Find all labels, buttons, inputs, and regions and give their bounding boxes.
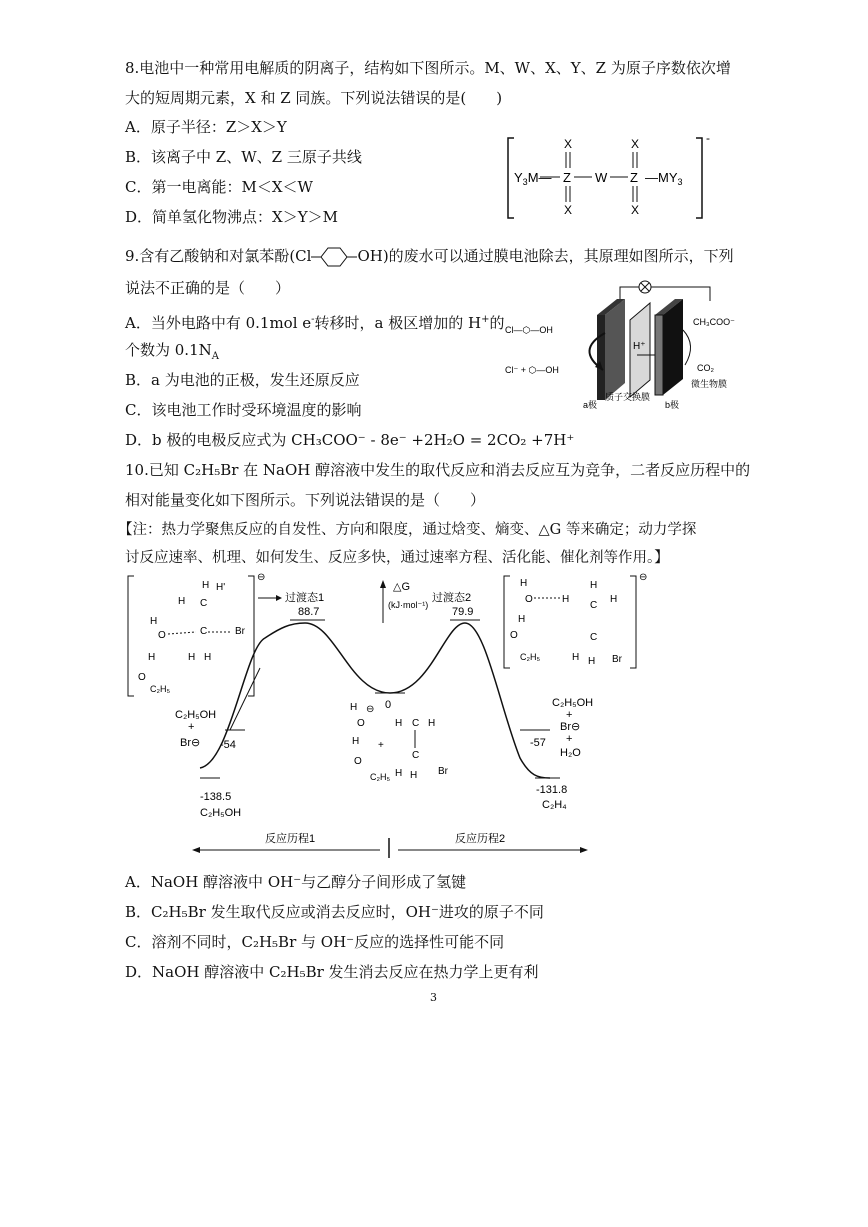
svg-text:⊖: ⊖ [639, 572, 648, 583]
svg-text:H': H' [216, 582, 226, 593]
svg-text:CH₃COO⁻: CH₃COO⁻ [693, 317, 735, 327]
svg-text:H: H [395, 768, 403, 779]
svg-text:O: O [158, 630, 166, 641]
q9-option-b: B．a 为电池的正极，发生还原反应 [125, 371, 360, 389]
svg-text:△G: △G [393, 581, 411, 593]
svg-text:C: C [412, 718, 420, 729]
svg-text:C₂H₅: C₂H₅ [520, 652, 541, 662]
svg-text:过渡态1: 过渡态1 [285, 592, 325, 604]
q8-anion-structure [500, 130, 725, 225]
svg-text:H: H [148, 652, 156, 663]
svg-text:H: H [410, 770, 418, 781]
q9-option-c: C．该电池工作时受环境温度的影响 [125, 401, 362, 419]
svg-text:O: O [138, 672, 146, 683]
svg-text:H: H [588, 656, 596, 667]
svg-text:CO₂: CO₂ [697, 363, 714, 373]
q9-membrane-cell-diagram [505, 275, 750, 415]
svg-text:C₂H₅OH: C₂H₅OH [175, 709, 217, 721]
q8-option-d: D．简单氢化物沸点：X＞Y＞M [125, 208, 338, 226]
q9-option-a-line1: A．当外电路中有 0.1mol e-转移时，a 极区增加的 H+的 [125, 314, 505, 332]
q8-option-b: B．该离子中 Z、W、Z 三原子共线 [125, 148, 362, 166]
svg-text:H: H [204, 652, 212, 663]
svg-text:79.9: 79.9 [452, 606, 474, 618]
svg-text:Br⊖: Br⊖ [560, 721, 581, 733]
svg-text:W: W [595, 170, 608, 185]
svg-text:Br: Br [235, 626, 245, 637]
svg-text:C: C [200, 598, 208, 609]
svg-text:H: H [518, 614, 526, 625]
svg-text:H: H [428, 718, 436, 729]
q10-note-line1: 【注：热力学聚焦反应的自发性、方向和限度，通过焓变、熵变、△G 等来确定；动力学探 [118, 522, 697, 538]
svg-text:H: H [562, 594, 570, 605]
q10-stem-line2: 相对能量变化如下图所示。下列说法错误的是（ ） [125, 491, 486, 509]
svg-text:C: C [590, 632, 598, 643]
page-number: 3 [430, 991, 437, 1004]
q10-stem-line1: 10.已知 C₂H₅Br 在 NaOH 醇溶液中发生的取代反应和消去反应互为竞争，二者反应历程中的 [125, 461, 751, 479]
svg-text:O: O [357, 718, 365, 729]
svg-text:H: H [150, 616, 158, 627]
svg-text:Br: Br [438, 766, 448, 777]
svg-text:+: + [566, 733, 573, 745]
svg-text:C: C [412, 750, 420, 761]
q10-energy-profile-diagram [120, 568, 665, 858]
svg-text:H: H [610, 594, 618, 605]
svg-text:-138.5: -138.5 [200, 791, 232, 803]
svg-text:X: X [564, 203, 573, 217]
svg-text:-54: -54 [220, 739, 236, 751]
q9-stem-line1: 9.含有乙酸钠和对氯苯酚(Cl OH)的废水可以通过膜电池除去，其原理如图所示，下列 [125, 246, 734, 268]
svg-text:过渡态2: 过渡态2 [432, 592, 472, 604]
svg-text:C: C [200, 626, 208, 637]
svg-text:X: X [564, 137, 573, 151]
svg-text:Z: Z [630, 170, 638, 185]
svg-text:0: 0 [385, 699, 392, 711]
q8-stem-line1: 8.电池中一种常用电解质的阴离子，结构如下图所示。M、W、X、Y、Z 为原子序数依次增 [125, 59, 731, 77]
svg-text:C: C [590, 600, 598, 611]
svg-text:Cl⁻ + ⬡—OH: Cl⁻ + ⬡—OH [505, 365, 559, 375]
svg-text:⊖: ⊖ [257, 572, 266, 583]
q9-option-a-line2: 个数为 $0.1N_A$ [125, 341, 219, 362]
svg-text:C₂H₄: C₂H₄ [542, 799, 567, 811]
svg-text:H₂O: H₂O [560, 747, 581, 759]
q10-note-line2: 讨反应速率、机理、如何发生、反应多快，通过速率方程、活化能、催化剂等作用。】 [125, 550, 669, 566]
svg-text:微生物膜: 微生物膜 [691, 379, 728, 389]
svg-text:H: H [178, 596, 186, 607]
svg-text:H: H [590, 580, 598, 591]
q10-option-d: D．NaOH 醇溶液中 C₂H₅Br 发生消去反应在热力学上更有利 [125, 963, 539, 981]
q9-stem-line2: 说法不正确的是（ ） [125, 279, 291, 297]
svg-text:a极: a极 [583, 400, 598, 410]
svg-text:O: O [525, 594, 533, 605]
svg-text:88.7: 88.7 [298, 606, 320, 618]
svg-text:O: O [354, 756, 362, 767]
svg-text:反应历程2: 反应历程2 [455, 833, 506, 845]
svg-text:C₂H₅: C₂H₅ [370, 772, 391, 782]
svg-text:C₂H₅OH: C₂H₅OH [200, 807, 242, 819]
svg-text:反应历程1: 反应历程1 [265, 833, 316, 845]
svg-text:H: H [202, 580, 210, 591]
svg-text:H: H [188, 652, 196, 663]
q10-option-c: C．溶剂不同时，C₂H₅Br 与 OH⁻反应的选择性可能不同 [125, 933, 505, 951]
svg-text:—MY3: $—MY_3$ [645, 170, 683, 187]
svg-text:-131.8: -131.8 [536, 784, 568, 796]
q8-stem-line2: 大的短周期元素，X 和 Z 同族。下列说法错误的是( ) [125, 89, 503, 107]
svg-text:H: H [395, 718, 403, 729]
q10-option-a: A．NaOH 醇溶液中 OH⁻与乙醇分子间形成了氢键 [125, 873, 467, 891]
svg-text:Y3M—: $Y_3M—$ [514, 170, 552, 187]
svg-text:+: + [188, 721, 195, 733]
svg-text:b极: b极 [665, 400, 680, 410]
svg-text:H⁺: H⁺ [633, 341, 646, 352]
svg-text:+: + [378, 740, 384, 751]
svg-text:+: + [566, 709, 573, 721]
svg-text:Z: Z [563, 170, 571, 185]
q8-charge: - [706, 131, 710, 145]
svg-text:X: X [631, 137, 640, 151]
svg-text:H: H [352, 736, 360, 747]
q9-option-d: D．b 极的电极反应式为 CH₃COO⁻ - 8e⁻ +2H₂O = 2CO₂ +7H⁺ [125, 431, 575, 449]
q8-option-a: A．原子半径：Z＞X＞Y [125, 118, 287, 136]
svg-text:H: H [572, 652, 580, 663]
svg-text:C₂H₅OH: C₂H₅OH [552, 697, 594, 709]
q10-option-b: B．C₂H₅Br 发生取代反应或消去反应时，OH⁻进攻的原子不同 [125, 903, 544, 921]
svg-text:Br: Br [612, 654, 622, 665]
svg-text:-57: -57 [530, 737, 546, 749]
svg-text:Cl—⬡—OH: Cl—⬡—OH [505, 325, 553, 335]
svg-text:C₂H₅: C₂H₅ [150, 684, 171, 694]
svg-text:质子交换膜: 质子交换膜 [605, 392, 651, 402]
benzene-ring-icon [311, 246, 357, 268]
svg-text:H: H [350, 702, 358, 713]
svg-text:Br⊖: Br⊖ [180, 737, 201, 749]
svg-text:O: O [510, 630, 518, 641]
svg-text:H: H [520, 578, 528, 589]
svg-text:⊖: ⊖ [366, 704, 375, 715]
svg-text:X: X [631, 203, 640, 217]
q8-option-c: C．第一电离能：M＜X＜W [125, 178, 313, 196]
svg-text:(kJ·mol⁻¹): (kJ·mol⁻¹) [388, 600, 429, 610]
